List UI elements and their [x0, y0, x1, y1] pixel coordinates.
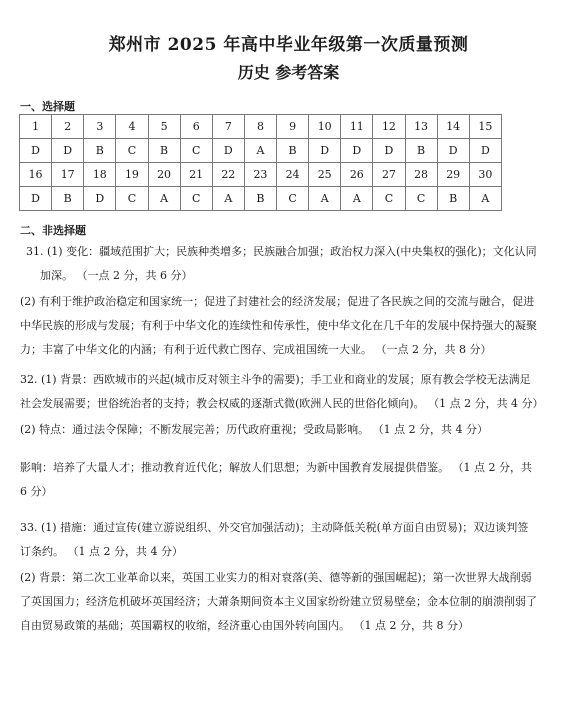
answer-line: (2) 特点：通过法令保障；不断发展完善；历代政府重视；受政局影响。 （1 点 2 分，共 4 分）: [20, 423, 489, 436]
question-number-cell: 9: [277, 115, 309, 139]
answer-key-cell: A: [148, 187, 180, 211]
answer-31-2: [20, 290, 551, 362]
answer-line: 了英国国力；经济危机破坏英国经济；大萧条期间资本主义国家纷纷建立贸易壁垒；金本位制的崩溃削弱了: [20, 595, 537, 608]
answer-line: (2) 有利于维护政治稳定和国家统一；促进了封建社会的经济发展；促进了各民族之间的交流与融合，促进: [20, 295, 535, 308]
answer-line: 33. (1) 措施：通过宣传(建立游说组织、外交官加强活动)；主动降低关税(单方面自由贸易)；双边谈判签: [20, 521, 529, 534]
answer-line: (2) 背景：第二次工业革命以来，英国工业实力的相对衰落(美、德等新的强国崛起)；第一次世界大战削弱: [20, 571, 532, 584]
answer-key-cell: B: [437, 187, 469, 211]
section-heading-choice: 一、选择题: [20, 100, 75, 113]
question-number-cell: 2: [52, 115, 84, 139]
section-heading-nonchoice: 二、非选择题: [20, 224, 86, 237]
question-number-cell: 27: [373, 163, 405, 187]
answer-line: 订条约。 （1 点 2 分，共 4 分）: [20, 545, 183, 558]
answer-33-1: [20, 516, 551, 564]
question-number-cell: 10: [309, 115, 341, 139]
answer-table: [19, 114, 502, 211]
answer-key-cell: D: [52, 139, 84, 163]
answer-key-cell: C: [116, 187, 148, 211]
question-number-cell: 15: [469, 115, 501, 139]
answer-line: 中华民族的形成与发展；有利于中华文化的连续性和传承性，使中华文化在几千年的发展中保持强大的凝聚: [20, 319, 537, 332]
answer-31-1: [26, 240, 551, 288]
answer-line: 自由贸易政策的基础；英国霸权的收缩，经济重心由国外转向国内。 （1 点 2 分，共 8 分）: [20, 619, 469, 632]
question-number-cell: 26: [341, 163, 373, 187]
answer-key-cell: C: [180, 187, 212, 211]
answer-line: 力；丰富了中华文化的内涵；有利于近代救亡图存、完成祖国统一大业。 （一点 2 分，共 8 分）: [20, 343, 492, 356]
question-number-cell: 28: [405, 163, 437, 187]
question-number-cell: 7: [212, 115, 244, 139]
question-number-row: [20, 163, 502, 187]
answer-key-cell: D: [20, 187, 52, 211]
question-number-cell: 1: [20, 115, 52, 139]
question-number-cell: 30: [469, 163, 501, 187]
question-number-cell: 11: [341, 115, 373, 139]
question-number-cell: 13: [405, 115, 437, 139]
question-number-cell: 5: [148, 115, 180, 139]
answer-key-cell: B: [405, 139, 437, 163]
answer-key-cell: D: [212, 139, 244, 163]
answer-key-cell: D: [20, 139, 52, 163]
question-number-cell: 4: [116, 115, 148, 139]
answer-key-cell: B: [84, 139, 116, 163]
question-number-cell: 22: [212, 163, 244, 187]
answer-key-cell: C: [116, 139, 148, 163]
answer-key-cell: B: [244, 187, 276, 211]
question-number-cell: 23: [244, 163, 276, 187]
answer-key-cell: B: [52, 187, 84, 211]
question-number-cell: 24: [277, 163, 309, 187]
answer-line: 31. (1) 变化：疆域范围扩大；民族种类增多；民族融合加强；政治权力深入(中央集权的强化)；文化认同: [26, 245, 537, 258]
answer-key-cell: D: [373, 139, 405, 163]
document-subtitle: 历史 参考答案: [237, 63, 340, 82]
answer-key-cell: C: [180, 139, 212, 163]
answer-key-cell: A: [212, 187, 244, 211]
question-number-cell: 25: [309, 163, 341, 187]
answer-32-1: [20, 368, 551, 416]
answer-32-3: [20, 456, 551, 504]
answer-key-cell: C: [373, 187, 405, 211]
question-number-cell: 8: [244, 115, 276, 139]
answer-key-cell: D: [469, 139, 501, 163]
question-number-cell: 6: [180, 115, 212, 139]
answer-key-row: [20, 187, 502, 211]
answer-key-cell: D: [437, 139, 469, 163]
answer-key-cell: D: [309, 139, 341, 163]
question-number-row: [20, 115, 502, 139]
answer-line: 6 分）: [20, 485, 53, 498]
question-number-cell: 14: [437, 115, 469, 139]
answer-key-cell: C: [405, 187, 437, 211]
answer-key-row: [20, 139, 502, 163]
answer-key-cell: D: [84, 187, 116, 211]
answer-line: 社会发展需要；世俗统治者的支持；教会权威的逐渐式微(欧洲人民的世俗化倾向)。 （1 点 2 分，共 4 分）: [20, 397, 544, 410]
question-number-cell: 21: [180, 163, 212, 187]
answer-33-2: [20, 566, 551, 638]
answer-key-cell: D: [341, 139, 373, 163]
question-number-cell: 16: [20, 163, 52, 187]
question-number-cell: 3: [84, 115, 116, 139]
answer-key-cell: C: [277, 187, 309, 211]
question-number-cell: 19: [116, 163, 148, 187]
answer-key-cell: A: [309, 187, 341, 211]
question-number-cell: 20: [148, 163, 180, 187]
answer-line: 32. (1) 背景：西欧城市的兴起(城市反对领主斗争的需要)；手工业和商业的发展；原有教会学校无法满足: [20, 373, 531, 386]
question-number-cell: 17: [52, 163, 84, 187]
question-number-cell: 18: [84, 163, 116, 187]
answer-key-cell: B: [277, 139, 309, 163]
question-number-cell: 29: [437, 163, 469, 187]
answer-key-cell: A: [341, 187, 373, 211]
answer-line: 影响：培养了大量人才；推动教育近代化；解放人们思想；为新中国教育发展提供借鉴。 （1 点 2 分，共: [20, 461, 532, 474]
answer-key-cell: B: [148, 139, 180, 163]
document-title: 郑州市 2025 年高中毕业年级第一次质量预测: [108, 35, 469, 55]
answer-key-cell: A: [244, 139, 276, 163]
question-number-cell: 12: [373, 115, 405, 139]
answer-line: 加深。 （一点 2 分，共 6 分）: [40, 269, 193, 282]
answer-key-cell: A: [469, 187, 501, 211]
answer-32-2: [20, 418, 551, 442]
